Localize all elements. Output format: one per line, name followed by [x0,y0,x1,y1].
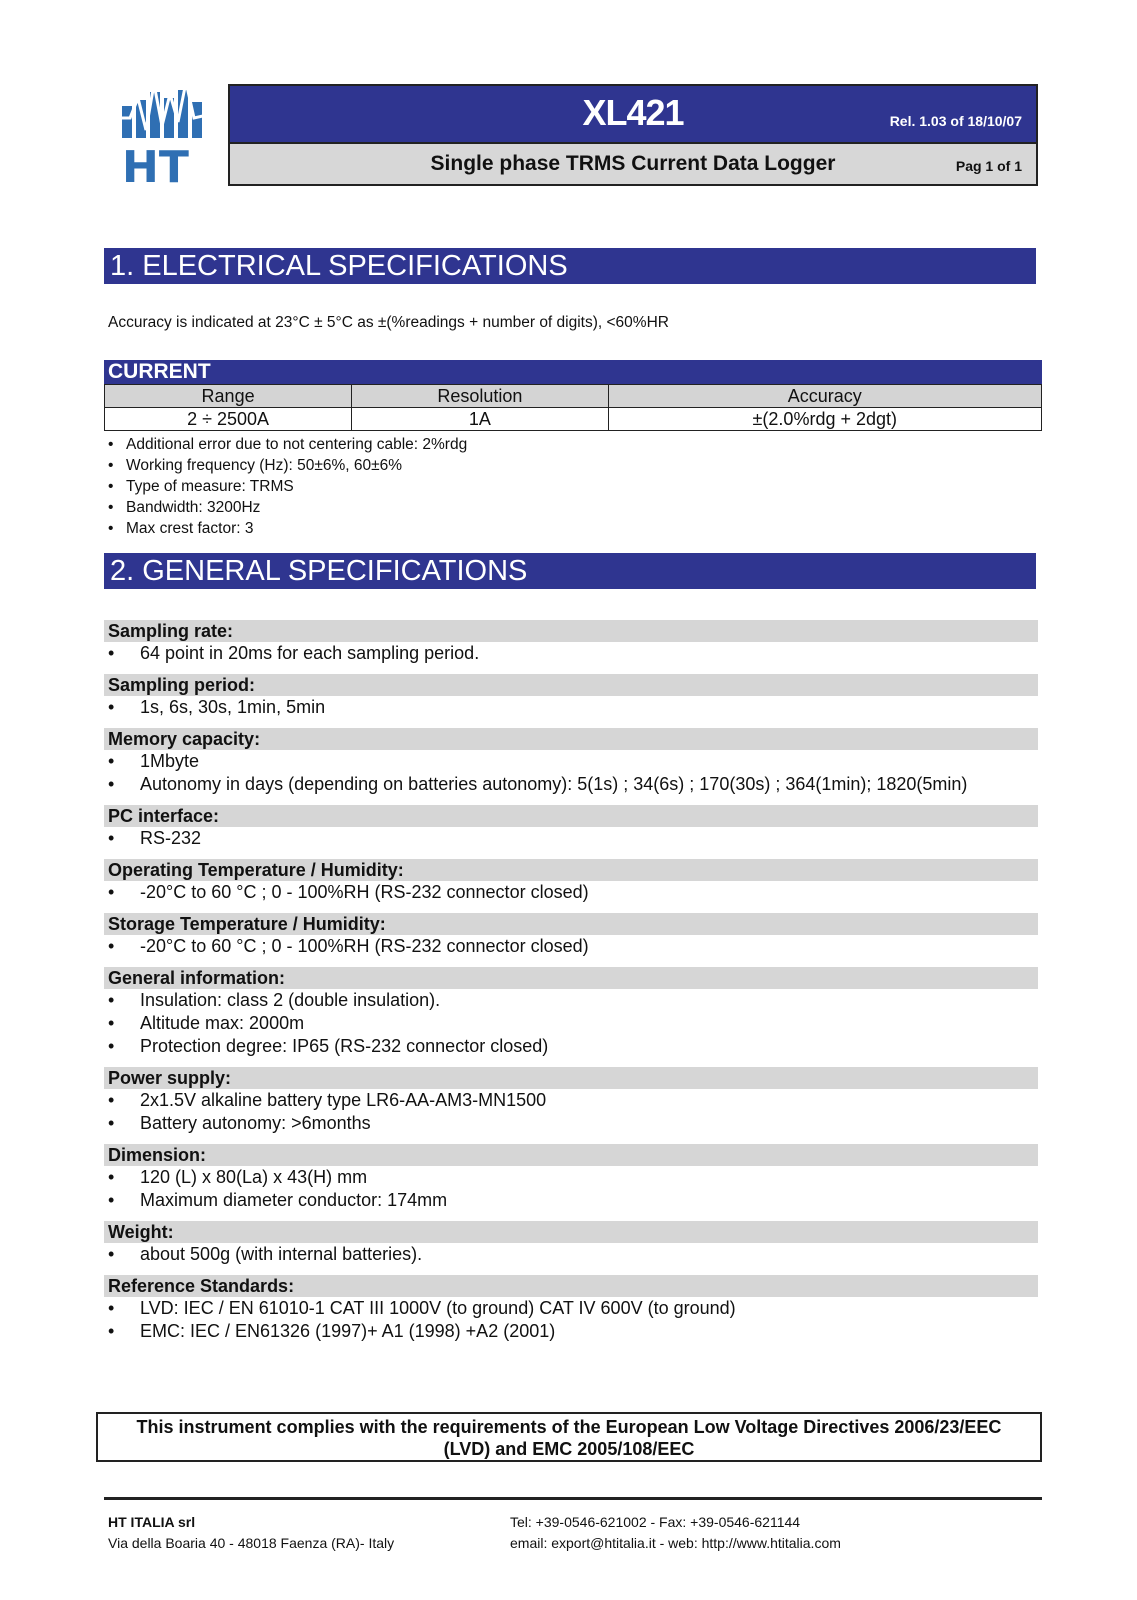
list-item: • EMC: IEC / EN61326 (1997)+ A1 (1998) +A2 (2001) [104,1320,1038,1343]
list-item: • Working frequency (Hz): 50±6%, 60±6% [104,455,467,476]
footer-contact-block [510,1512,841,1554]
spec-group-heading: Storage Temperature / Humidity: [104,913,1038,935]
footer-web: email: export@htitalia.it - web: http://www.htitalia.com [510,1535,841,1551]
compliance-line-2: (LVD) and EMC 2005/108/EEC [443,1439,695,1459]
compliance-line-1: This instrument complies with the requirements of the European Low Voltage Directives 2006/23/EEC [136,1417,1002,1437]
list-item: • Max crest factor: 3 [104,518,467,539]
list-item: • Insulation: class 2 (double insulation). [104,989,1038,1012]
section-heading-general: 2. GENERAL SPECIFICATIONS [104,553,1036,589]
product-subtitle: Single phase TRMS Current Data Logger [430,152,836,175]
current-spec-table [104,384,1042,431]
list-item: • -20°C to 60 °C ; 0 - 100%RH (RS-232 connector closed) [104,881,1038,904]
header-subtitle-band [230,142,1036,184]
spec-group-sampling-rate [104,620,1038,665]
document-header [228,84,1038,186]
footer-company: HT ITALIA srl [108,1514,196,1530]
list-item: • -20°C to 60 °C ; 0 - 100%RH (RS-232 connector closed) [104,935,1038,958]
ht-logo-icon [118,78,212,186]
spec-group-weight [104,1221,1038,1266]
list-item: • 1Mbyte [104,750,1038,773]
spec-group-reference-standards [104,1275,1038,1343]
header-resolution: Resolution [352,385,608,408]
spec-group-general-info [104,967,1038,1058]
list-item: • 120 (L) x 80(La) x 43(H) mm [104,1166,1038,1189]
cell-resolution: 1A [352,408,608,431]
current-notes-list [104,434,467,539]
spec-group-heading: Reference Standards: [104,1275,1038,1297]
spec-group-power-supply [104,1067,1038,1135]
spec-group-heading: Sampling rate: [104,620,1038,642]
footer-phone: Tel: +39-0546-621002 - Fax: +39-0546-621144 [510,1514,801,1530]
list-item: • Bandwidth: 3200Hz [104,497,467,518]
header-accuracy: Accuracy [608,385,1041,408]
list-item: • Protection degree: IP65 (RS-232 connector closed) [104,1035,1038,1058]
footer-divider [104,1497,1042,1500]
spec-group-operating-temp [104,859,1038,904]
list-item: • Altitude max: 2000m [104,1012,1038,1035]
list-item: • RS-232 [104,827,1038,850]
list-item: • Autonomy in days (depending on batteries autonomy): 5(1s) ; 34(6s) ; 170(30s) ; 364(1min); 1820(5min) [104,773,1038,796]
spec-group-pc-interface [104,805,1038,850]
cell-accuracy: ±(2.0%rdg + 2dgt) [608,408,1041,431]
release-info: Rel. 1.03 of 18/10/07 [889,113,1022,129]
spec-group-heading: Operating Temperature / Humidity: [104,859,1038,881]
footer-company-block [108,1512,394,1554]
table-header-row [105,385,1042,408]
spec-group-sampling-period [104,674,1038,719]
table-row [105,408,1042,431]
section-heading-electrical: 1. ELECTRICAL SPECIFICATIONS [104,248,1036,284]
spec-group-heading: Power supply: [104,1067,1038,1089]
page-number: Pag 1 of 1 [955,158,1022,174]
spec-group-heading: PC interface: [104,805,1038,827]
spec-group-heading: General information: [104,967,1038,989]
spec-group-memory [104,728,1038,796]
spec-group-dimension [104,1144,1038,1212]
spec-group-heading: Weight: [104,1221,1038,1243]
product-title: XL421 [582,92,684,133]
svg-text:HT: HT [122,142,189,186]
spec-group-heading: Memory capacity: [104,728,1038,750]
compliance-statement [96,1412,1042,1462]
list-item: • Maximum diameter conductor: 174mm [104,1189,1038,1212]
list-item: • 64 point in 20ms for each sampling period. [104,642,1038,665]
list-item: • Additional error due to not centering cable: 2%rdg [104,434,467,455]
cell-range: 2 ÷ 2500A [105,408,352,431]
spec-group-storage-temp [104,913,1038,958]
header-title-band [230,86,1036,142]
spec-group-heading: Sampling period: [104,674,1038,696]
list-item: • Battery autonomy: >6months [104,1112,1038,1135]
header-range: Range [105,385,352,408]
list-item: • 2x1.5V alkaline battery type LR6-AA-AM3-MN1500 [104,1089,1038,1112]
accuracy-note: Accuracy is indicated at 23°C ± 5°C as ±(%readings + number of digits), <60%HR [108,314,669,331]
current-label: CURRENT [104,360,1042,384]
list-item: • Type of measure: TRMS [104,476,467,497]
ht-logo [118,78,212,186]
list-item: • about 500g (with internal batteries). [104,1243,1038,1266]
footer-address: Via della Boaria 40 - 48018 Faenza (RA)- Italy [108,1535,395,1551]
general-specs [104,620,1038,1352]
list-item: • LVD: IEC / EN 61010-1 CAT III 1000V (to ground) CAT IV 600V (to ground) [104,1297,1038,1320]
spec-group-heading: Dimension: [104,1144,1038,1166]
list-item: • 1s, 6s, 30s, 1min, 5min [104,696,1038,719]
